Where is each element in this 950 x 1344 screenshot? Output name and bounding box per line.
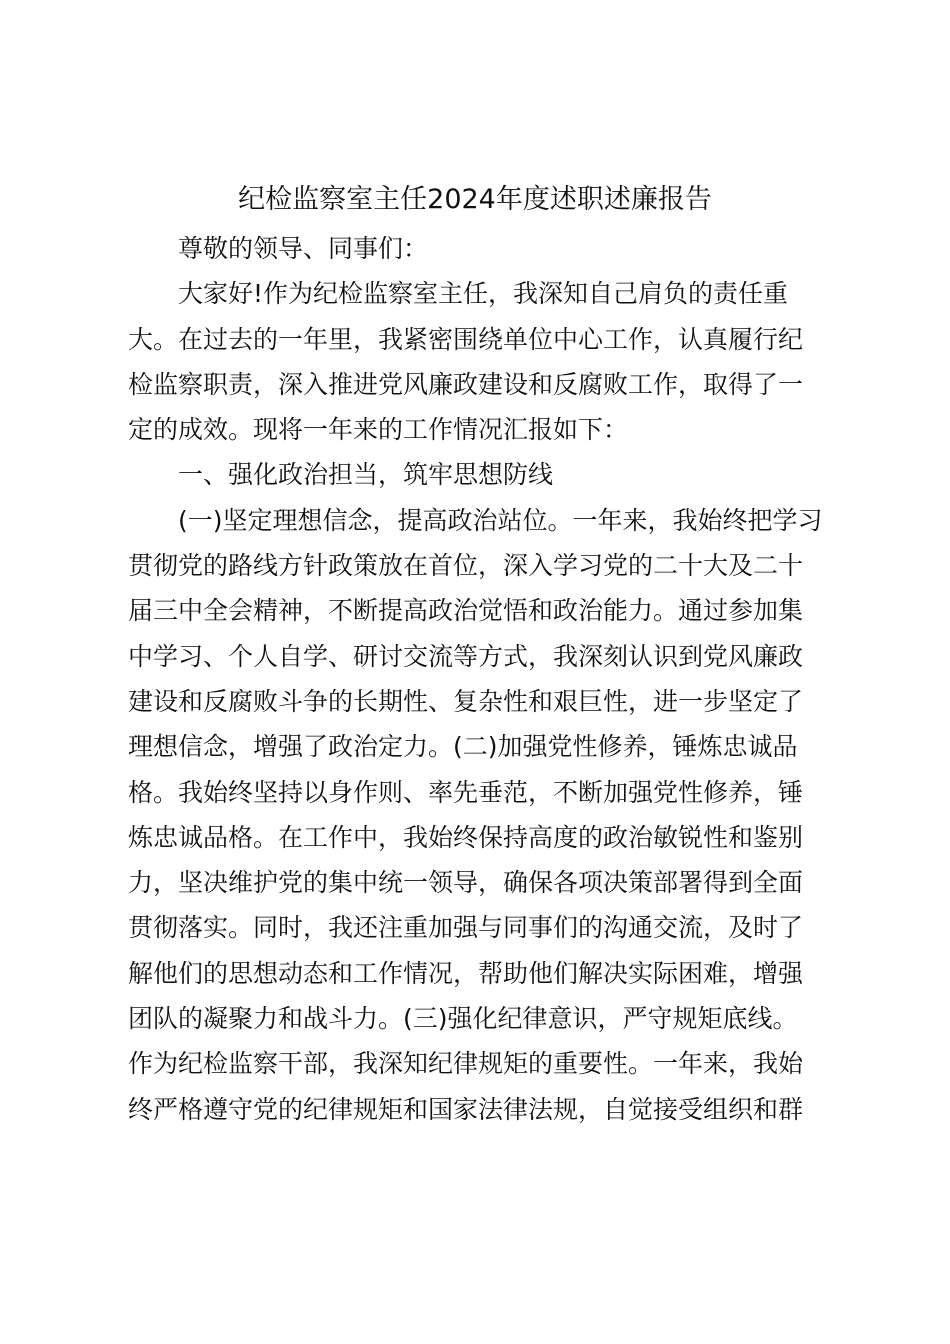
paragraph-line: 贯彻党的路线方针政策放在首位，深入学习党的二十大及二十 <box>128 551 804 581</box>
paragraph-line: 终严格遵守党的纪律规矩和国家法律法规，自觉接受组织和群 <box>128 1094 804 1124</box>
paragraph-line: 炼忠诚品格。在工作中，我始终保持高度的政治敏锐性和鉴别 <box>128 822 804 852</box>
paragraph-line: 团队的凝聚力和战斗力。(三)强化纪律意识，严守规矩底线。 <box>128 1004 798 1034</box>
paragraph-line: 格。我始终坚持以身作则、率先垂范，不断加强党性修养，锤 <box>128 777 804 807</box>
paragraph-line: 建设和反腐败斗争的长期性、复杂性和艰巨性，进一步坚定了 <box>128 686 804 716</box>
paragraph-line: 届三中全会精神，不断提高政治觉悟和政治能力。通过参加集 <box>128 596 804 626</box>
paragraph-line: (一)坚定理想信念，提高政治站位。一年来，我始终把学习 <box>178 505 823 535</box>
paragraph-line: 贯彻落实。同时，我还注重加强与同事们的沟通交流，及时了 <box>128 913 804 943</box>
paragraph-line: 理想信念，增强了政治定力。(二)加强党性修养，锤炼忠诚品 <box>128 732 798 762</box>
paragraph-line: 作为纪检监察干部，我深知纪律规矩的重要性。一年来，我始 <box>128 1049 804 1079</box>
document-title: 纪检监察室主任2024年度述职述廉报告 <box>238 184 712 215</box>
paragraph-line: 大家好!作为纪检监察室主任，我深知自己肩负的责任重 <box>178 279 789 309</box>
document-body <box>128 226 822 1132</box>
paragraph-line: 检监察职责，深入推进党风廉政建设和反腐败工作，取得了一 <box>128 369 804 399</box>
salutation: 尊敬的领导、同事们： <box>178 234 429 263</box>
section-heading: 一、强化政治担当，筑牢思想防线 <box>178 460 554 490</box>
paragraph-line: 解他们的思想动态和工作情况，帮助他们解决实际困难，增强 <box>128 958 804 988</box>
paragraph-line: 中学习、个人自学、研讨交流等方式，我深刻认识到党风廉政 <box>128 641 804 671</box>
paragraph-line: 定的成效。现将一年来的工作情况汇报如下： <box>128 415 629 445</box>
paragraph-line: 大。在过去的一年里，我紧密围绕单位中心工作，认真履行纪 <box>128 324 804 354</box>
paragraph-line: 力，坚决维护党的集中统一领导，确保各项决策部署得到全面 <box>128 868 804 898</box>
